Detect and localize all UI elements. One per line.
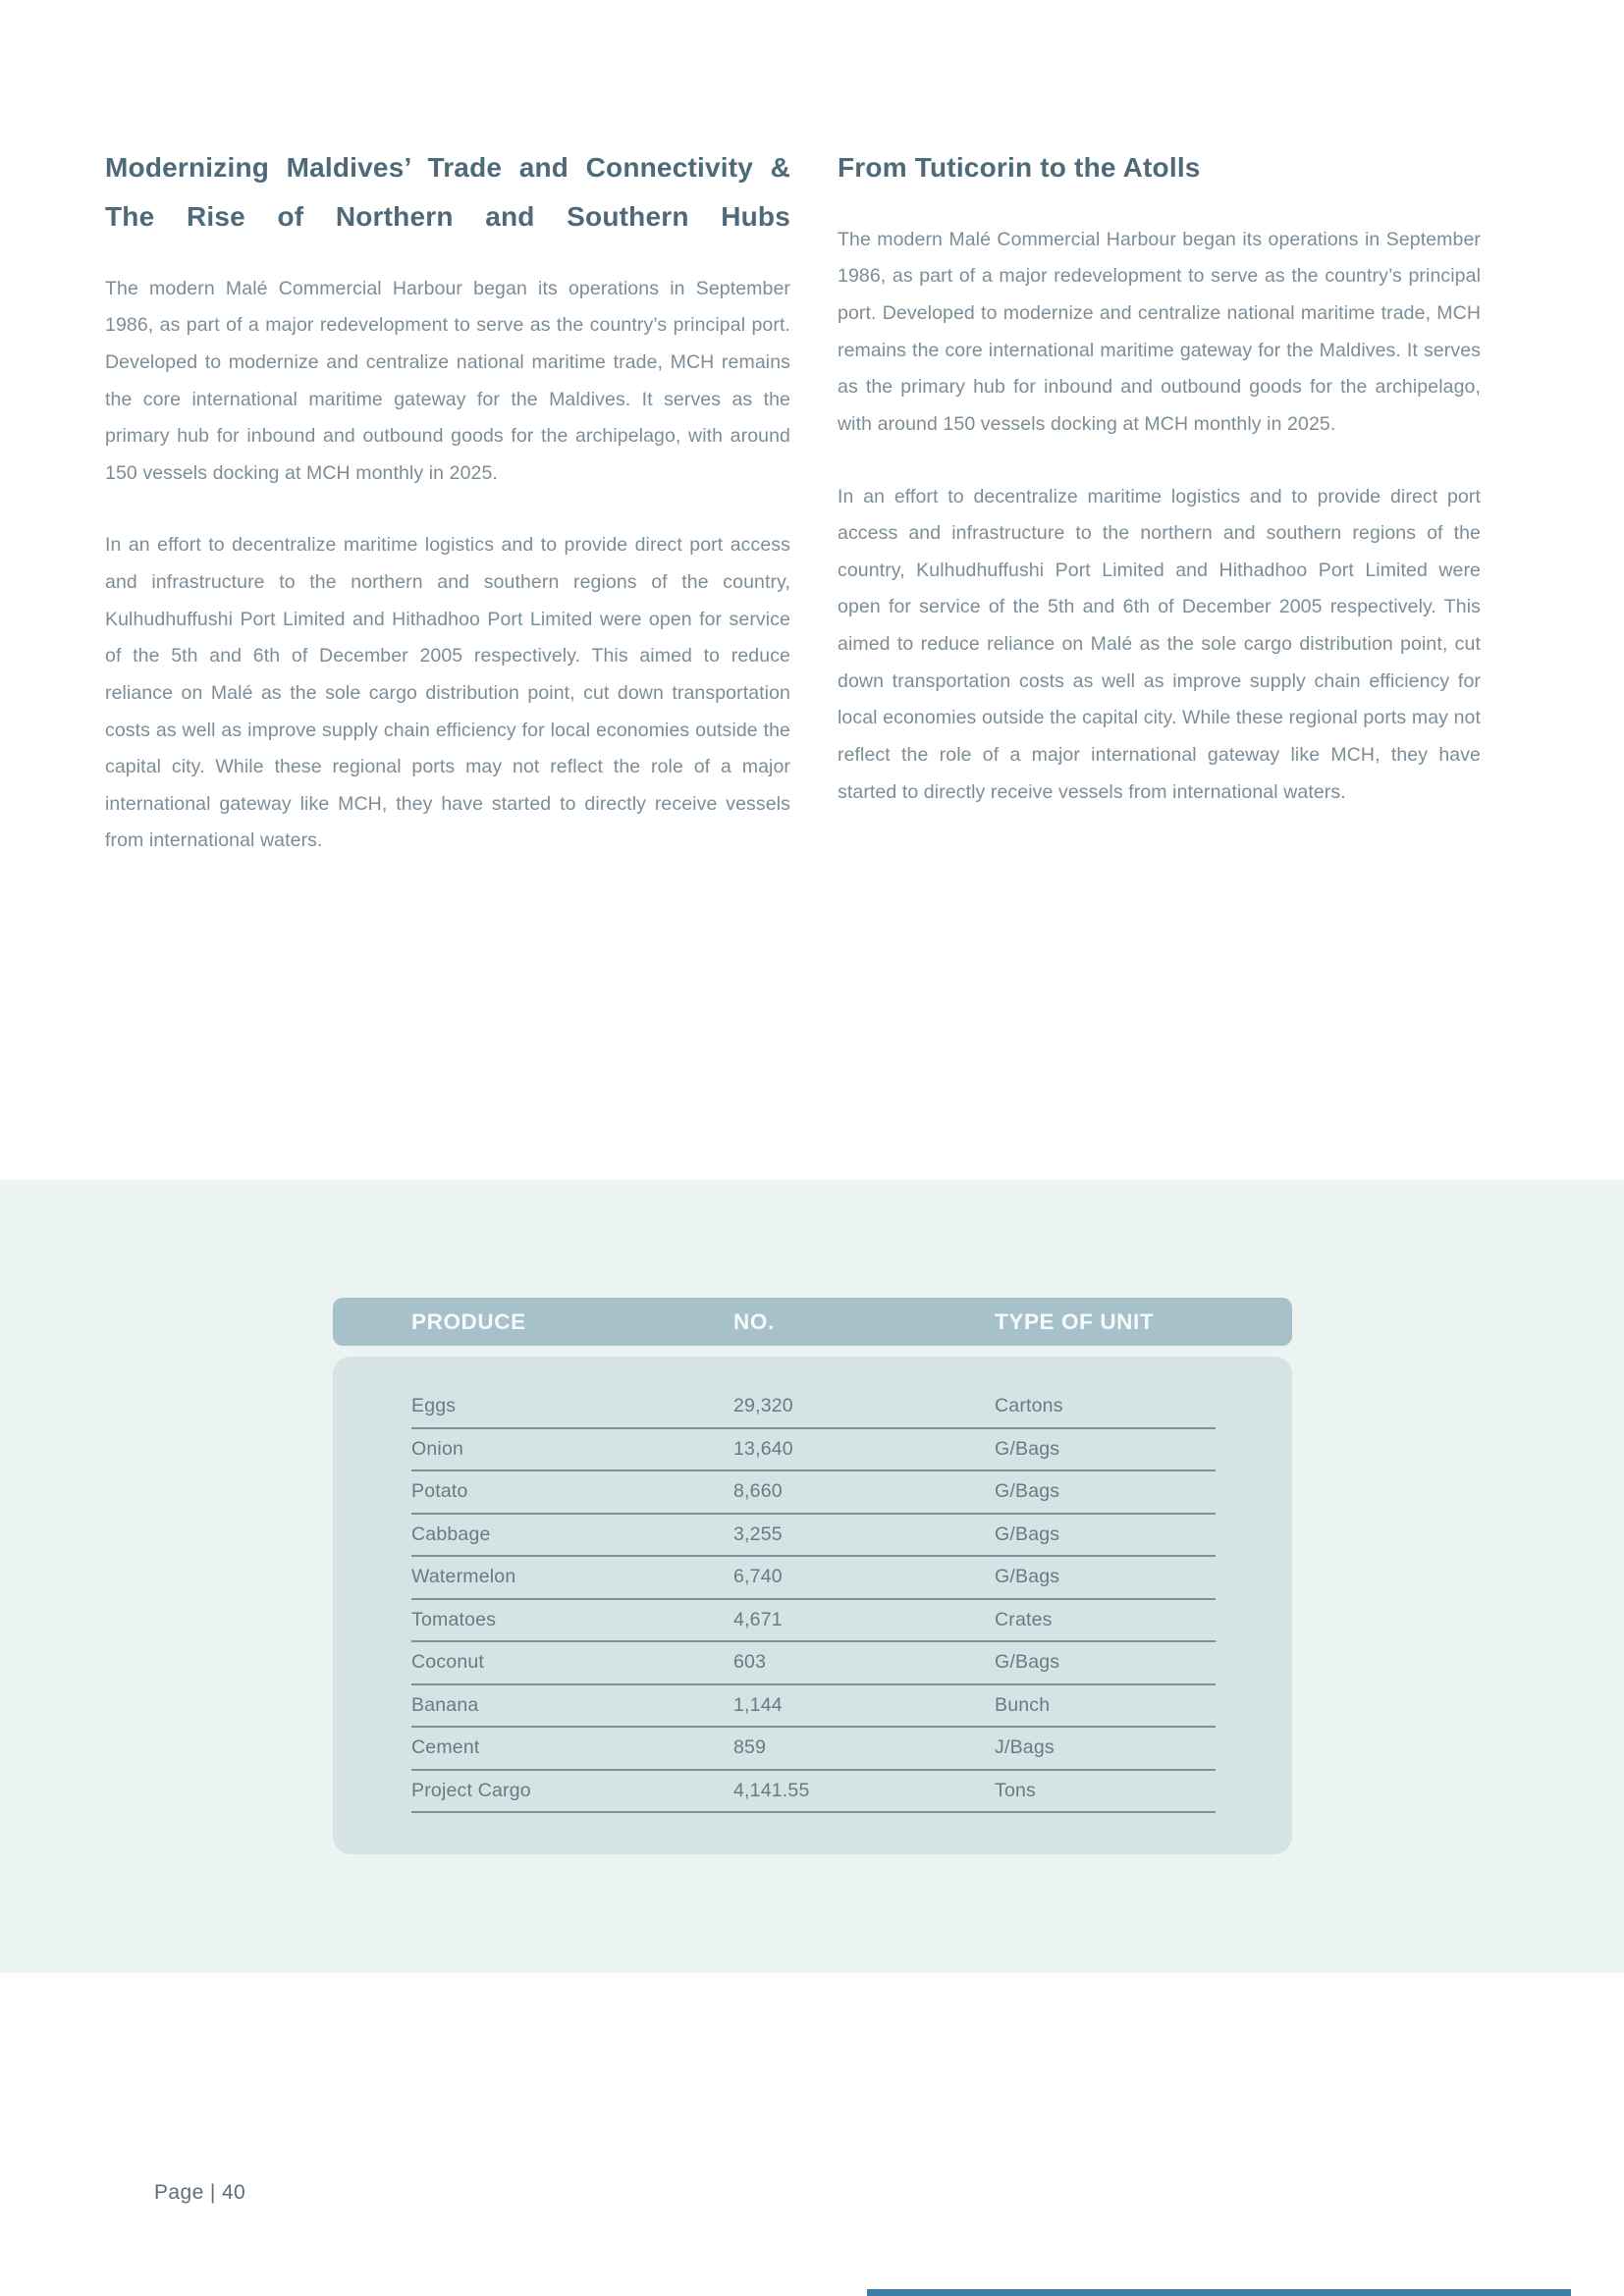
table-row bbox=[411, 1515, 1216, 1558]
table-row bbox=[411, 1771, 1216, 1814]
table-row bbox=[411, 1642, 1216, 1685]
paragraph: In an effort to decentralize maritime logistics and to provide direct port access and infrastructure to the northern and southern regions of the country, Kulhudhuffushi Port Limited and Hithadhoo Port Limited were open for service of the 5th and 6th of December 2005 respectively. This aimed to reduce reliance on Malé as the sole cargo distribution point, cut down transportation costs as well as improve supply chain efficiency for local economies outside the capital city. While these regional ports may not reflect the role of a major international gateway like MCH, they have started to directly receive vessels from international waters. bbox=[838, 485, 1481, 803]
cell-produce: Eggs bbox=[411, 1395, 457, 1417]
cell-unit: G/Bags bbox=[995, 1522, 1060, 1545]
cell-produce: Watermelon bbox=[411, 1566, 516, 1588]
column-header-no: NO. bbox=[733, 1308, 775, 1334]
cell-no: 859 bbox=[733, 1736, 767, 1759]
cell-no: 29,320 bbox=[733, 1395, 793, 1417]
column-header-type-of-unit: TYPE OF UNIT bbox=[995, 1308, 1155, 1334]
produce-table bbox=[333, 1298, 1292, 1854]
heading-from-tuticorin: From Tuticorin to the Atolls bbox=[838, 152, 1201, 183]
table-row bbox=[411, 1557, 1216, 1600]
table-row bbox=[411, 1386, 1216, 1429]
cell-no: 13,640 bbox=[733, 1437, 793, 1460]
article-column-right bbox=[838, 143, 1481, 895]
table-row bbox=[411, 1728, 1216, 1771]
table-row bbox=[411, 1685, 1216, 1729]
heading-modernizing-trade: Modernizing Maldives’ Trade and Connectivity & The Rise of Northern and Southern Hubs bbox=[105, 152, 790, 232]
table-section-band bbox=[0, 1180, 1624, 1973]
cell-produce: Project Cargo bbox=[411, 1779, 531, 1801]
table-body-panel bbox=[333, 1357, 1292, 1854]
paragraph: In an effort to decentralize maritime logistics and to provide direct port access and infrastructure to the northern and southern regions of the country, Kulhudhuffushi Port Limited and Hithadhoo Port Limited were open for service of the 5th and 6th of December 2005 respectively. This aimed to reduce reliance on Malé as the sole cargo distribution point, cut down transportation costs as well as improve supply chain efficiency for local economies outside the capital city. While these regional ports may not reflect the role of a major international gateway like MCH, they have started to directly receive vessels from international waters. bbox=[105, 534, 790, 852]
cell-no: 603 bbox=[733, 1651, 767, 1674]
article-columns bbox=[105, 143, 1481, 895]
cell-produce: Cabbage bbox=[411, 1522, 491, 1545]
cell-unit: G/Bags bbox=[995, 1566, 1060, 1588]
cell-unit: G/Bags bbox=[995, 1651, 1060, 1674]
cell-unit: G/Bags bbox=[995, 1480, 1060, 1503]
paragraph: The modern Malé Commercial Harbour began its operations in September 1986, as part of a major redevelopment to serve as the country’s principal port. Developed to modernize and centralize national maritime trade, MCH remains the core international maritime gateway for the Maldives. It serves as the primary hub for inbound and outbound goods for the archipelago, with around 150 vessels docking at MCH monthly in 2025. bbox=[838, 228, 1481, 435]
page-number: Page | 40 bbox=[154, 2181, 246, 2204]
cell-unit: Tons bbox=[995, 1779, 1036, 1801]
cell-unit: G/Bags bbox=[995, 1437, 1060, 1460]
cell-no: 3,255 bbox=[733, 1522, 783, 1545]
paragraph: The modern Malé Commercial Harbour began its operations in September 1986, as part of a major redevelopment to serve as the country’s principal port. Developed to modernize and centralize national maritime trade, MCH remains the core international maritime gateway for the Maldives. It serves as the primary hub for inbound and outbound goods for the archipelago, with around 150 vessels docking at MCH monthly in 2025. bbox=[105, 277, 790, 484]
cell-produce: Tomatoes bbox=[411, 1608, 497, 1630]
cell-produce: Coconut bbox=[411, 1651, 485, 1674]
cell-unit: Cartons bbox=[995, 1395, 1063, 1417]
cell-unit: J/Bags bbox=[995, 1736, 1055, 1759]
cell-produce: Banana bbox=[411, 1693, 479, 1716]
cell-no: 6,740 bbox=[733, 1566, 783, 1588]
table-header-row bbox=[333, 1298, 1292, 1346]
cell-no: 4,141.55 bbox=[733, 1779, 810, 1801]
cell-unit: Crates bbox=[995, 1608, 1053, 1630]
column-header-produce: PRODUCE bbox=[411, 1308, 526, 1334]
article-column-left bbox=[105, 143, 790, 895]
cell-produce: Potato bbox=[411, 1480, 468, 1503]
table-row bbox=[411, 1471, 1216, 1515]
footer-accent-bar bbox=[867, 2289, 1571, 2296]
cell-produce: Onion bbox=[411, 1437, 464, 1460]
cell-produce: Cement bbox=[411, 1736, 480, 1759]
cell-no: 4,671 bbox=[733, 1608, 783, 1630]
cell-no: 1,144 bbox=[733, 1693, 783, 1716]
table-row bbox=[411, 1600, 1216, 1643]
cell-no: 8,660 bbox=[733, 1480, 783, 1503]
table-row bbox=[411, 1429, 1216, 1472]
cell-unit: Bunch bbox=[995, 1693, 1051, 1716]
